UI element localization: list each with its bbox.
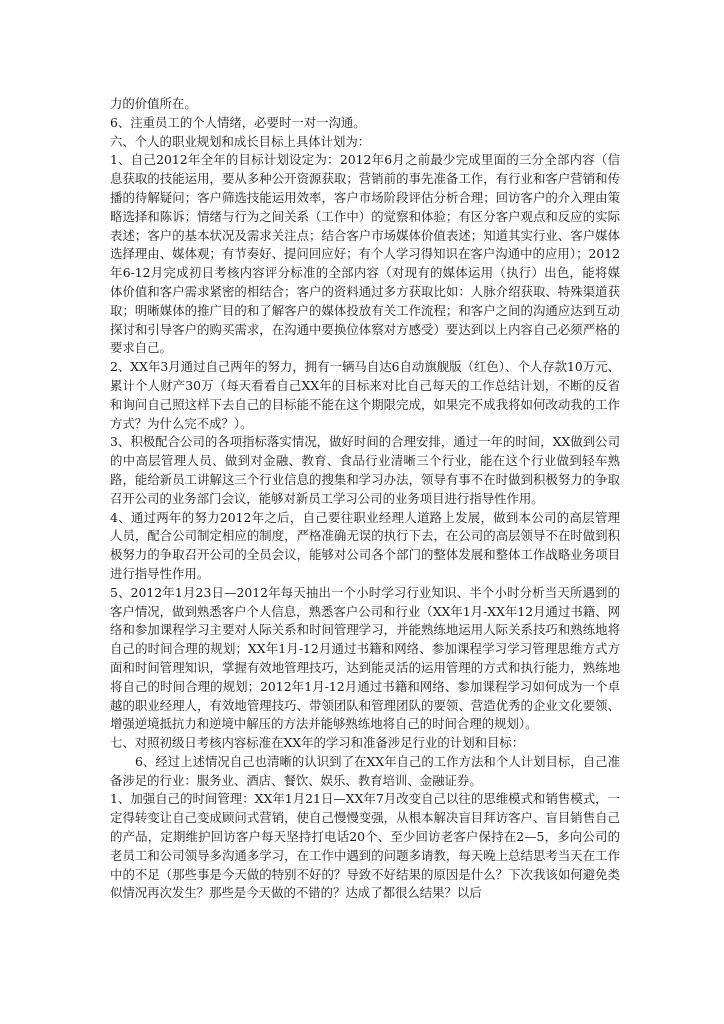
paragraph-plan-2: 2、XX年3月通过自己两年的努力，拥有一辆马自达6自动旗舰版（红色）、个人存款10万元、累计个人财产30万（每天看看自己XX年的目标来对比自己每天的工作总结计划，不断的反省和询问自己照这样下去自己的目标能不能在这个期限完成，如果完不成我将如何改动我的工作方式？为什么完不成？）。	[110, 359, 620, 431]
paragraph-time-management: 1、加强自己的时间管理：XX年1月21日—XX年7月改变自己以往的思维模式和销售模式，一定得转变让自己变成顾问式营销，使自己慢慢变强，从根本解决盲目拜访客户、盲目销售自己的产品，定期维护回访客户每天坚持打电话20个、至少回访老客户保持在2—5，多向公司的老员工和公司领导多沟通多学习，在工作中遇到的问题多请教，每天晚上总结思考当天在工作中的不足（那些事是今天做的特别不好的？导致不好结果的原因是什么？下次我该如何避免类似情况再次发生？那些是今天做的不错的？达成了都很么结果？以后	[110, 791, 620, 901]
paragraph-industry-targets: 6、经过上述情况自己也清晰的认识到了在XX年自己的工作方法和个人计划目标，自己准备涉足的行业：服务业、酒店、餐饮、娱乐、教育培训、金融证券。	[110, 753, 620, 788]
paragraph-plan-3: 3、积极配合公司的各项指标落实情况，做好时间的合理安排，通过一年的时间，XX做到公司的中高层管理人员、做到对金融、教育、食品行业清晰三个行业，能在这个行业做到轻车熟路，能给新员工讲解这三个行业信息的搜集和学习办法，领导有事不在时做到积极努力的争取召开公司的业务部门会议，能够对新员工学习公司的业务项目进行指导性作用。	[110, 434, 620, 506]
section-heading-industry-plan: 七、对照初级日考核内容标准在XX年的学习和准备涉足行业的计划和目标：	[110, 735, 525, 751]
paragraph-value-closing: 力的价值所在。	[110, 96, 197, 111]
section-heading-career-plan: 六、个人的职业规划和成长目标上具体计划为：	[110, 133, 371, 149]
paragraph-plan-1: 1、自己2012年全年的目标计划设定为：2012年6月之前最少完成里面的三分全部内容（信息获取的技能运用，要从多种公开资源获取；营销前的事先准备工作，有行业和客户营销和传播的待解疑问；客户筛选技能运用效率，客户市场阶段评估分析合理；回访客户的介入理由策略选择和陈诉；情绪与行为之间关系（工作中）的觉察和体验；有区分客户观点和反应的实际表述；客户的基本状况及需求关注点；结合客户市场媒体价值表述；知道其实行业、客户媒体选择理由、媒体观；有节奏好、提问回应好；有个人学习得知识在客户沟通中的应用）；2012年6-12月完成初日考核内容评分标准的全部内容（对现有的媒体运用（执行）出色，能将媒体价值和客户需求紧密的相结合；客户的资料通过多方获取比如：人脉介绍获取、特殊渠道获取；明晰媒体的推广目的和了解客户的媒体投放有关工作流程；和客户之间的沟通应达到互动探讨和引导客户的购买需求，在沟通中要换位体察对方感受）要达到以上内容自己必须严格的要求自己。	[110, 152, 620, 356]
paragraph-item-6: 6、注重员工的个人情绪，必要时一对一沟通。	[110, 114, 366, 130]
document-body	[110, 95, 620, 903]
paragraph-plan-4: 4、通过两年的努力2012年之后，自己要往职业经理人道路上发展，做到本公司的高层管理人员，配合公司制定相应的制度，严格准确无误的执行下去，在公司的高层领导不在时做到积极努力的争取召开公司的全员会议，能够对公司各个部门的整体发展和整体工作战略业务项目进行指导性作用。	[110, 509, 620, 581]
paragraph-plan-5: 5、2012年1月23日—2012年每天抽出一个小时学习行业知识、半个小时分析当天所遇到的客户情况，做到熟悉客户个人信息，熟悉客户公司和行业（XX年1月-XX年12月通过书籍、网络和参加课程学习主要对人际关系和时间管理学习，并能熟练地运用人际关系技巧和熟练地将自己的时间合理的规划；XX年1月-12月通过书籍和网络、参加课程学习学习管理思维方式方面和时间管理知识，掌握有效地管理技巧，达到能灵活的运用管理的方式和执行能力，熟练地将自己的时间合理的规划；2012年1月-12月通过书籍和网络、参加课程学习如何成为一个卓越的职业经理人，有效地管理技巧、带领团队和管理团队的要领、营造优秀的企业文化要领、增强逆境抵抗力和逆境中解压的方法并能够熟练地将自己的时间合理的规划）。	[110, 584, 620, 732]
